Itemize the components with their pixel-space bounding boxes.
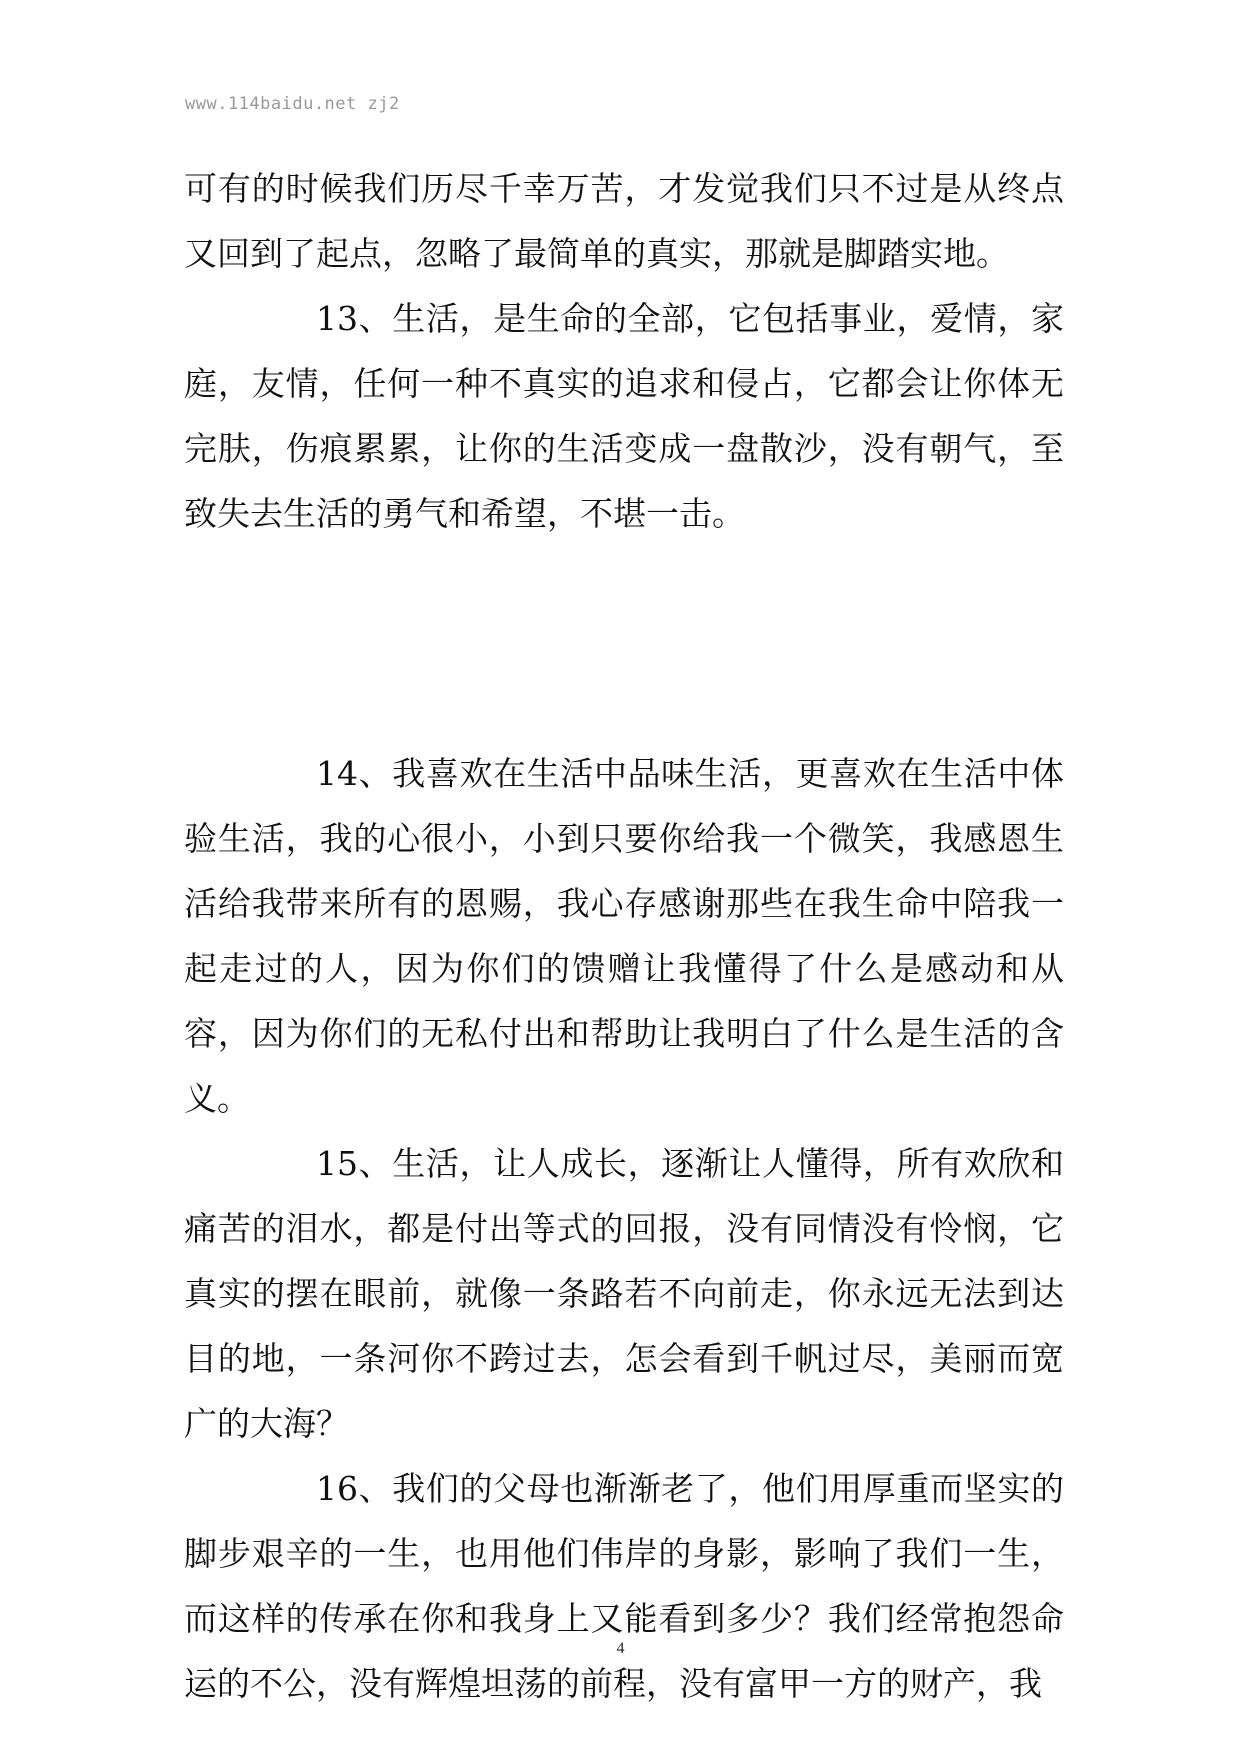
header-url: www.114baidu.net zj2: [185, 94, 400, 114]
paragraph-13: 13、生活，是生命的全部，它包括事业，爱情，家庭，友情，任何一种不真实的追求和侵占，它都会让你体无完肤，伤痕累累，让你的生活变成一盘散沙，没有朝气，至致失去生活的勇气和希望，不堪一击。: [184, 299, 1064, 533]
page-number: 4: [616, 1640, 625, 1657]
blank-gap: [184, 546, 1064, 741]
paragraph-16: 16、我们的父母也渐渐老了，他们用厚重而坚实的脚步艰辛的一生，也用他们伟岸的身影，影响了我们一生，而这样的传承在你和我身上又能看到多少？我们经常抱怨命运的不公，没有辉煌坦荡的前程，没有富甲一方的财产，我: [184, 1469, 1064, 1703]
document-body: [184, 156, 1064, 1716]
paragraph-15: 15、生活，让人成长，逐渐让人懂得，所有欢欣和痛苦的泪水，都是付出等式的回报，没有同情没有怜悯，它真实的摆在眼前，就像一条路若不向前走，你永远无法到达目的地，一条河你不跨过去，怎会看到千帆过尽，美丽而宽广的大海？: [184, 1144, 1064, 1443]
paragraph-continuation: 可有的时候我们历尽千幸万苦，才发觉我们只不过是从终点又回到了起点，忽略了最简单的真实，那就是脚踏实地。: [184, 169, 1064, 273]
paragraph-14: 14、我喜欢在生活中品味生活，更喜欢在生活中体验生活，我的心很小，小到只要你给我一个微笑，我感恩生活给我带来所有的恩赐，我心存感谢那些在我生命中陪我一起走过的人，因为你们的馈赠让我懂得了什么是感动和从容，因为你们的无私付出和帮助让我明白了什么是生活的含义。: [184, 754, 1064, 1118]
